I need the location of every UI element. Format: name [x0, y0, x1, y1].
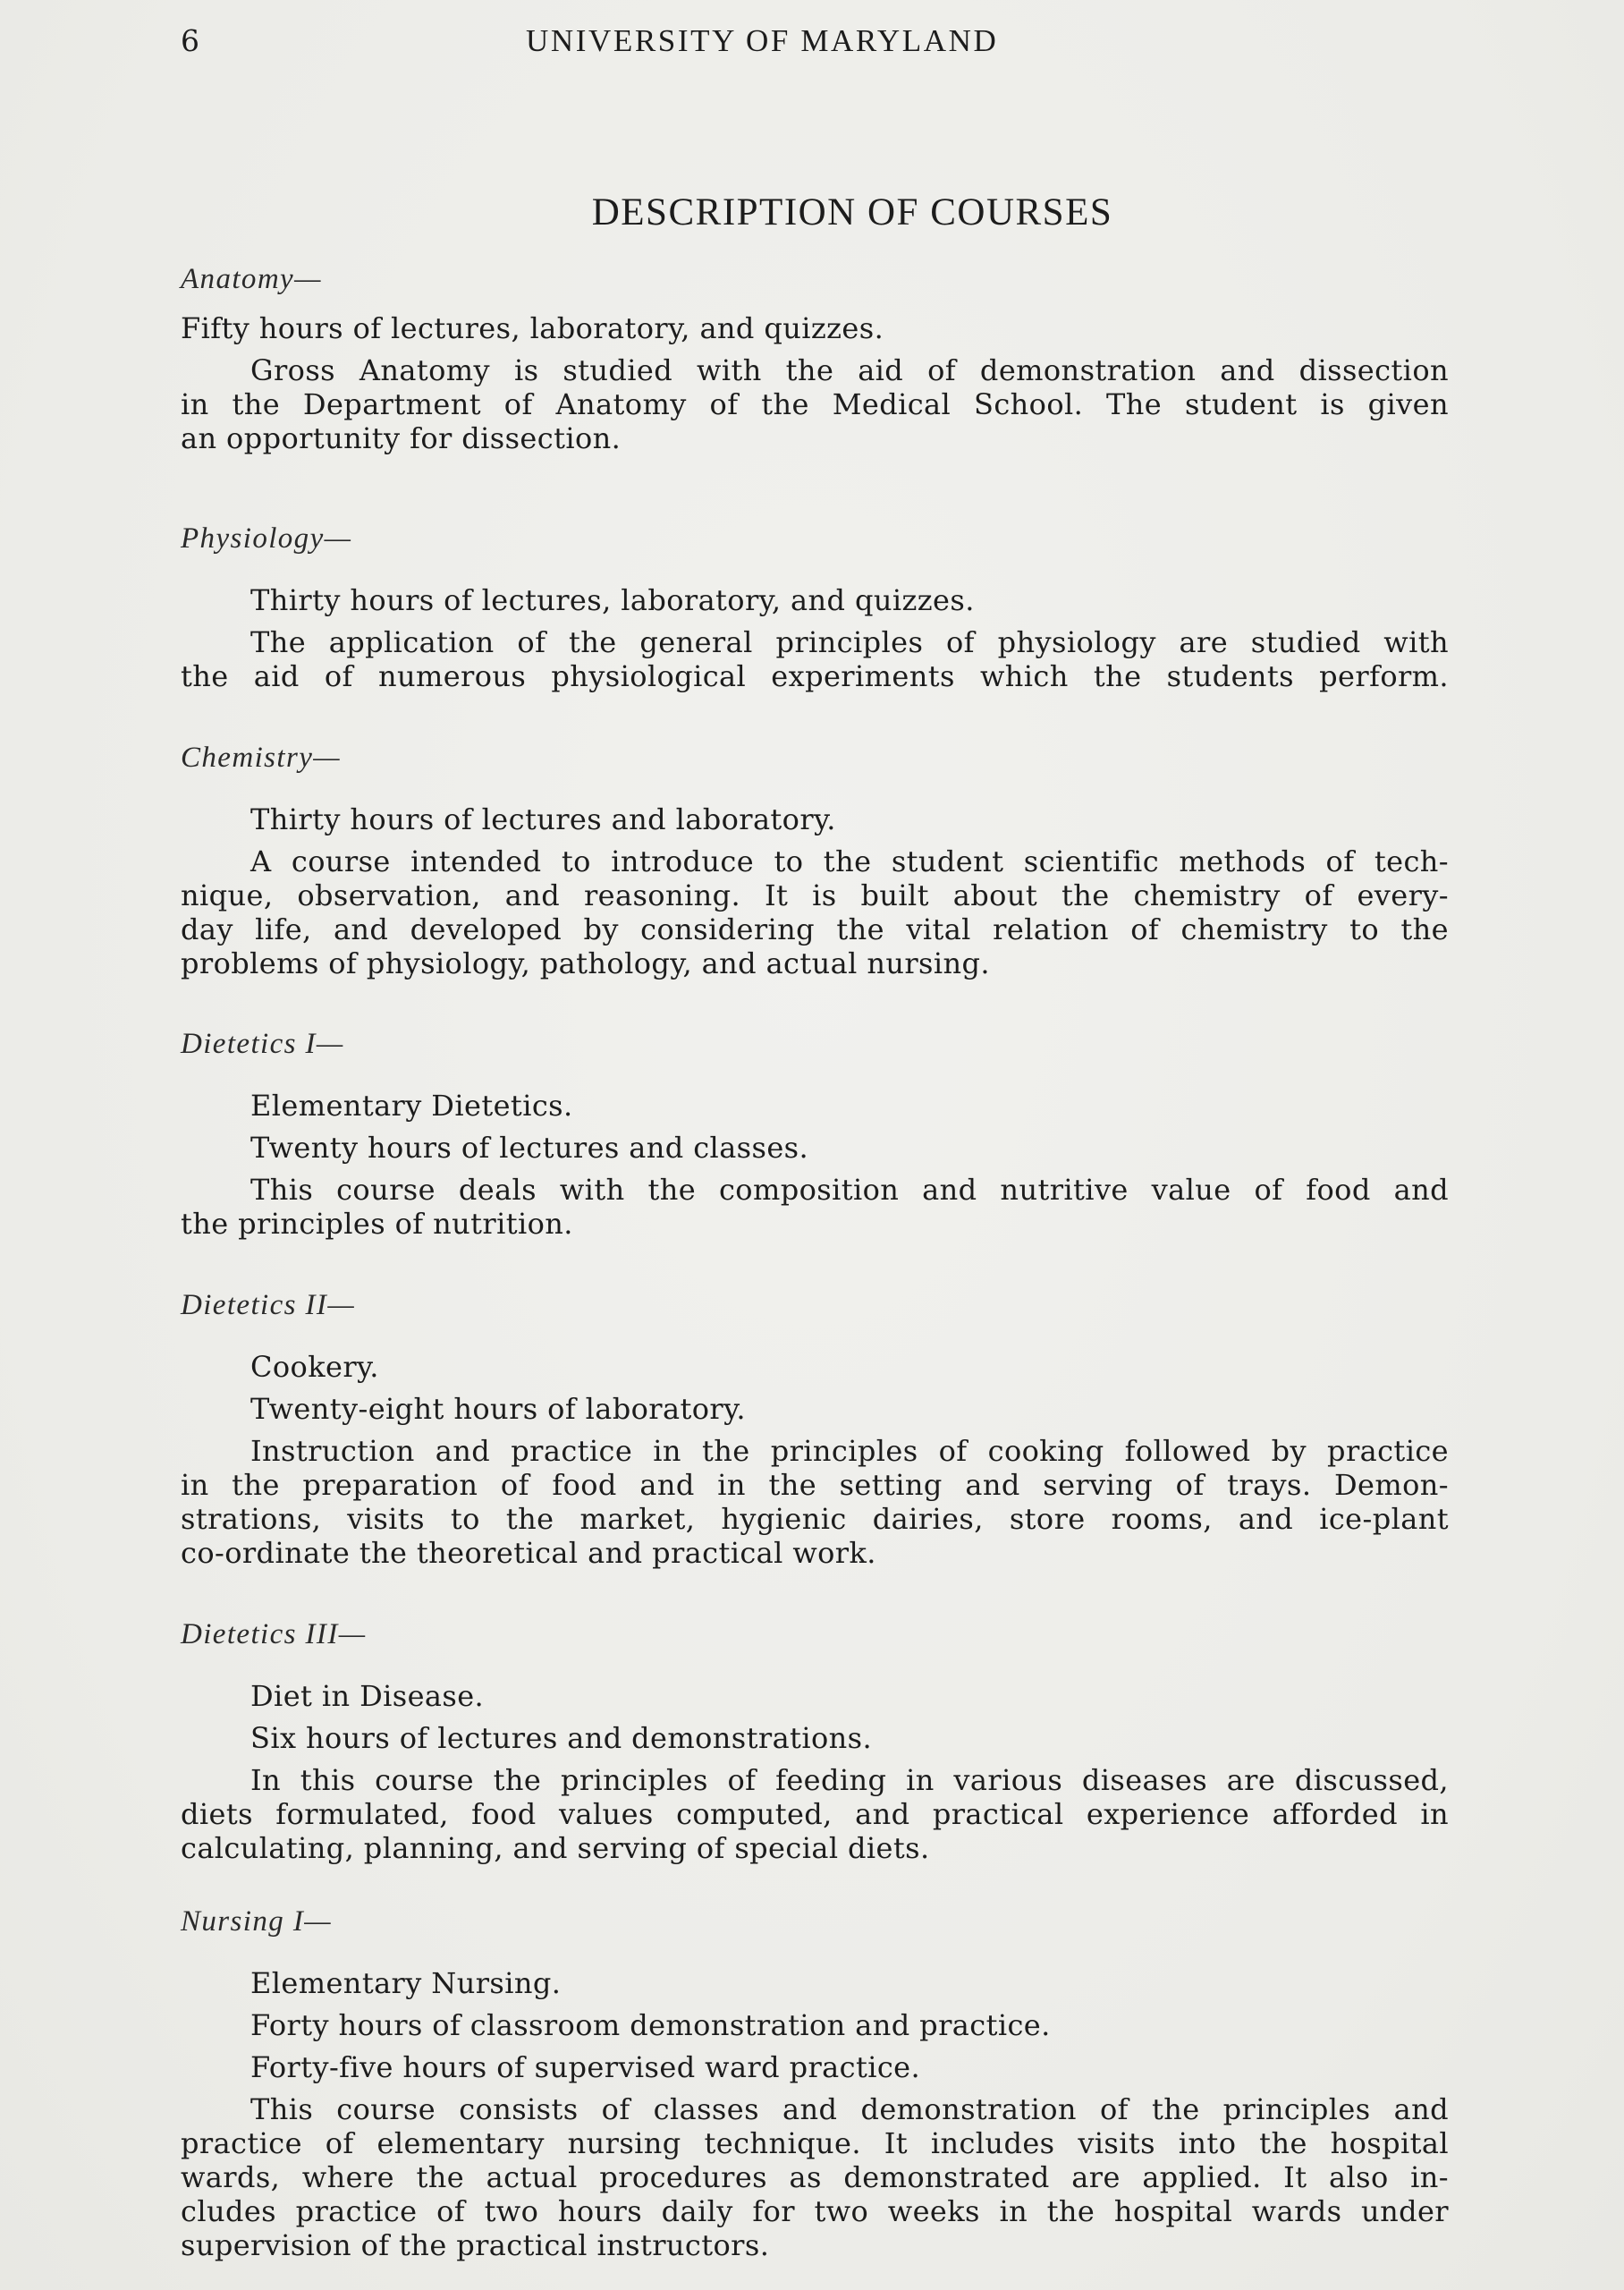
description-line: cludes practice of two hours daily for two weeks in the hospital wards under	[181, 2194, 1449, 2228]
course-detail: Twenty-eight hours of laboratory.	[250, 1392, 746, 1426]
course-heading: Dietetics I—	[181, 1028, 344, 1060]
course-detail: Forty hours of classroom demonstration and practice.	[250, 2008, 1051, 2042]
course-nursing-1	[181, 1902, 1449, 2262]
course-detail: Thirty hours of lectures, laboratory, and quizzes.	[250, 583, 975, 617]
course-description	[181, 625, 1449, 693]
description-line: in the preparation of food and in the setting and serving of trays. Demon-	[181, 1468, 1449, 1502]
course-chemistry	[181, 738, 1449, 980]
description-line: This course consists of classes and demonstration of the principles and	[250, 2092, 1449, 2126]
course-description	[181, 353, 1449, 455]
description-line: Gross Anatomy is studied with the aid of demonstration and dissection	[250, 353, 1449, 387]
description-line: supervision of the practical instructors.	[181, 2228, 770, 2262]
description-line: co-ordinate the theoretical and practical work.	[181, 1536, 876, 1570]
course-detail: Cookery.	[250, 1350, 379, 1384]
course-detail: Thirty hours of lectures and laboratory.	[250, 802, 836, 836]
description-line: diets formulated, food values computed, and practical experience afforded in	[181, 1797, 1449, 1831]
course-dietetics-1	[181, 1024, 1449, 1241]
course-detail: Elementary Dietetics.	[250, 1089, 573, 1123]
description-line: day life, and developed by considering the vital relation of chemistry to the	[181, 912, 1449, 946]
course-description	[181, 1173, 1449, 1241]
course-detail: Forty-five hours of supervised ward practice.	[250, 2050, 921, 2084]
description-line: the principles of nutrition.	[181, 1207, 573, 1241]
description-line: practice of elementary nursing technique. It includes visits into the hospital	[181, 2126, 1449, 2160]
description-line: nique, observation, and reasoning. It is built about the chemistry of every-	[181, 878, 1449, 912]
description-line: wards, where the actual procedures as demonstrated are applied. It also in-	[181, 2160, 1449, 2194]
course-heading: Physiology—	[181, 522, 352, 555]
course-physiology	[181, 519, 1449, 693]
course-description	[181, 1763, 1449, 1865]
course-detail: Diet in Disease.	[250, 1679, 485, 1713]
description-line: Instruction and practice in the principles of cooking followed by practice	[250, 1434, 1449, 1468]
course-detail: Twenty hours of lectures and classes.	[250, 1131, 809, 1165]
description-line: A course intended to introduce to the student scientific methods of tech-	[250, 844, 1449, 878]
course-heading: Anatomy—	[181, 263, 322, 295]
course-heading: Dietetics II—	[181, 1289, 356, 1321]
description-line: the aid of numerous physiological experiments which the students perform.	[181, 659, 1449, 693]
course-heading: Nursing I—	[181, 1905, 332, 1938]
course-dietetics-2	[181, 1285, 1449, 1570]
description-line: The application of the general principles of physiology are studied with	[250, 625, 1449, 659]
running-head	[0, 23, 1624, 68]
description-line: problems of physiology, pathology, and actual nursing.	[181, 946, 990, 980]
course-dietetics-3	[181, 1615, 1449, 1865]
course-detail: Fifty hours of lectures, laboratory, and quizzes.	[181, 311, 884, 345]
course-detail: Elementary Nursing.	[250, 1966, 562, 2000]
running-head-title: UNIVERSITY OF MARYLAND	[526, 23, 999, 58]
description-line: in the Department of Anatomy of the Medical School. The student is given	[181, 387, 1449, 421]
course-description	[181, 2092, 1449, 2262]
description-line: calculating, planning, and serving of special diets.	[181, 1831, 930, 1865]
course-detail: Six hours of lectures and demonstrations.	[250, 1721, 873, 1755]
course-description	[181, 1434, 1449, 1570]
description-line: In this course the principles of feeding in various diseases are discussed,	[250, 1763, 1449, 1797]
course-heading: Chemistry—	[181, 742, 341, 774]
course-anatomy	[181, 259, 1449, 455]
description-line: strations, visits to the market, hygienic dairies, store rooms, and ice-plant	[181, 1502, 1449, 1536]
description-line: This course deals with the composition and nutritive value of food and	[250, 1173, 1449, 1207]
page-number: 6	[181, 23, 200, 58]
course-heading: Dietetics III—	[181, 1618, 367, 1650]
description-line: an opportunity for dissection.	[181, 421, 622, 455]
course-description	[181, 844, 1449, 980]
section-title: DESCRIPTION OF COURSES	[591, 191, 1113, 233]
